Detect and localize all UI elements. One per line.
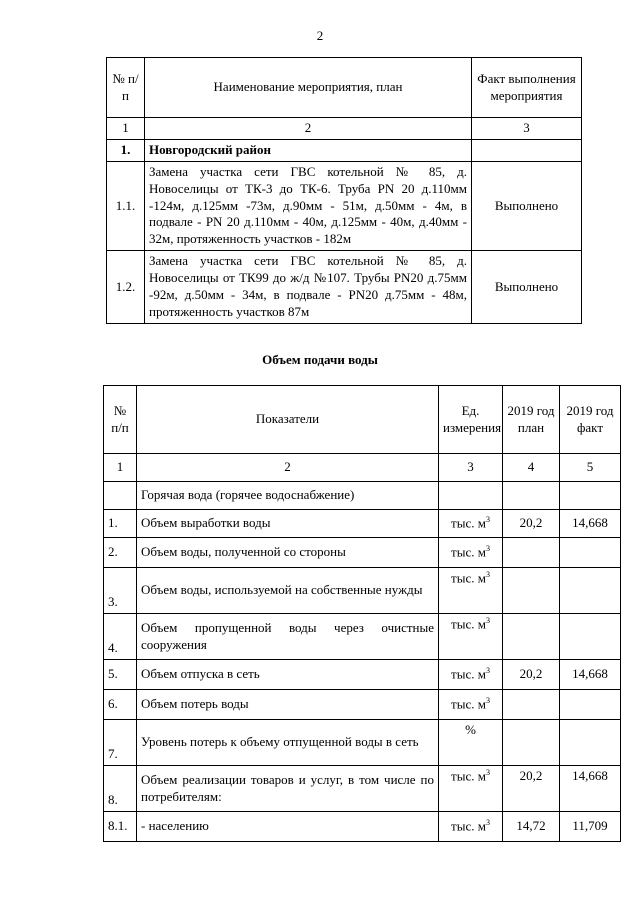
index-cell: 2 xyxy=(137,454,439,482)
header-num: № п/п xyxy=(107,58,145,118)
row-unit xyxy=(439,538,503,568)
row-indicator: Объем воды, используемой на собственные нужды xyxy=(137,568,439,614)
row-num: 6. xyxy=(104,690,137,720)
table-row xyxy=(104,660,621,690)
row-fact: 14,668 xyxy=(560,510,621,538)
unit-text: тыс. м xyxy=(451,570,486,586)
row-plan xyxy=(503,720,560,766)
table-row xyxy=(104,812,621,842)
index-cell: 1 xyxy=(107,118,145,140)
row-num: 3. xyxy=(104,568,137,614)
row-plan xyxy=(503,538,560,568)
index-cell: 4 xyxy=(503,454,560,482)
unit-exponent: 3 xyxy=(485,695,490,705)
row-num: 1.1. xyxy=(107,161,145,250)
group-row xyxy=(104,482,621,510)
empty-cell xyxy=(560,482,621,510)
row-fact xyxy=(560,614,621,660)
page-number: 2 xyxy=(316,28,324,43)
row-num: 8. xyxy=(104,766,137,812)
table-row xyxy=(107,251,582,324)
row-indicator: Объем воды, полученной со стороны xyxy=(137,538,439,568)
section-row xyxy=(107,139,582,161)
group-label: Горячая вода (горячее водоснабжение) xyxy=(137,482,439,510)
index-cell: 2 xyxy=(145,118,472,140)
section-title: Новгородский район xyxy=(145,139,472,161)
row-indicator: Объем пропущенной воды через очистные сооружения xyxy=(137,614,439,660)
index-row xyxy=(104,454,621,482)
row-num: 7. xyxy=(104,720,137,766)
water-supply-table xyxy=(103,385,621,842)
row-fact: Выполнено xyxy=(472,251,582,324)
row-fact: 14,668 xyxy=(560,766,621,812)
unit-exponent: 3 xyxy=(485,514,490,524)
row-unit xyxy=(439,690,503,720)
unit-text: тыс. м xyxy=(451,696,486,712)
row-fact xyxy=(560,720,621,766)
index-row xyxy=(107,118,582,140)
row-indicator: Уровень потерь к объему отпущенной воды в сеть xyxy=(137,720,439,766)
empty-cell xyxy=(472,139,582,161)
row-fact xyxy=(560,568,621,614)
row-fact: 14,668 xyxy=(560,660,621,690)
row-num: 5. xyxy=(104,660,137,690)
row-plan: 20,2 xyxy=(503,510,560,538)
row-num: 4. xyxy=(104,614,137,660)
section-heading: Объем подачи воды xyxy=(262,352,378,367)
unit-exponent: 3 xyxy=(485,768,490,777)
unit-text: тыс. м xyxy=(451,515,486,531)
table-row xyxy=(104,614,621,660)
row-fact: Выполнено xyxy=(472,161,582,250)
row-indicator: Объем отпуска в сеть xyxy=(137,660,439,690)
row-plan: 20,2 xyxy=(503,660,560,690)
row-num: 2. xyxy=(104,538,137,568)
table-row xyxy=(107,161,582,250)
row-measure: Замена участка сети ГВС котельной № 85, д. Новоселицы от ТК-3 до ТК-6. Труба PN 20 д.110мм -124м, д.125мм -73м, д.90мм - 51м, д.50мм - 4м, в подвале - PN 20 д.110мм - 40м, д.125мм - 40м, д.40мм - 32м, протяженность участков - 182м xyxy=(145,161,472,250)
header-measure: Наименование мероприятия, план xyxy=(145,58,472,118)
table-header-row xyxy=(107,58,582,118)
row-num: 1. xyxy=(104,510,137,538)
index-cell: 1 xyxy=(104,454,137,482)
row-measure: Замена участка сети ГВС котельной № 85, д. Новоселицы от ТК99 до ж/д №107. Трубы PN20 д.75мм -92м, д.50мм - 34м, в подвале - PN20 д.75мм - 48м, протяженность участков 87м xyxy=(145,251,472,324)
unit-text: тыс. м xyxy=(451,818,486,834)
section-num: 1. xyxy=(107,139,145,161)
unit-text: тыс. м xyxy=(451,616,486,632)
row-unit xyxy=(439,812,503,842)
header-fact: 2019 год факт xyxy=(560,386,621,454)
unit-exponent: 3 xyxy=(485,665,490,675)
row-indicator: Объем потерь воды xyxy=(137,690,439,720)
row-unit: % xyxy=(439,720,503,766)
measures-table xyxy=(106,57,582,324)
unit-text: тыс. м xyxy=(451,768,486,784)
index-cell: 3 xyxy=(439,454,503,482)
unit-exponent: 3 xyxy=(485,543,490,553)
header-plan: 2019 год план xyxy=(503,386,560,454)
unit-text: тыс. м xyxy=(451,666,486,682)
unit-exponent: 3 xyxy=(485,616,490,625)
unit-text: тыс. м xyxy=(451,544,486,560)
row-num: 8.1. xyxy=(104,812,137,842)
header-unit: Ед. измерения xyxy=(439,386,503,454)
index-cell: 3 xyxy=(472,118,582,140)
row-plan xyxy=(503,690,560,720)
header-num: № п/п xyxy=(104,386,137,454)
table-row xyxy=(104,766,621,812)
table-header-row xyxy=(104,386,621,454)
unit-exponent: 3 xyxy=(485,817,490,827)
row-indicator: Объем выработки воды xyxy=(137,510,439,538)
row-unit xyxy=(439,510,503,538)
table-row xyxy=(104,690,621,720)
table-row xyxy=(104,568,621,614)
unit-exponent: 3 xyxy=(485,570,490,579)
row-indicator: - населению xyxy=(137,812,439,842)
row-fact: 11,709 xyxy=(560,812,621,842)
row-indicator: Объем реализации товаров и услуг, в том числе по потребителям: xyxy=(137,766,439,812)
index-cell: 5 xyxy=(560,454,621,482)
row-unit xyxy=(439,660,503,690)
header-fact: Факт выполнения мероприятия xyxy=(472,58,582,118)
row-unit xyxy=(439,568,503,614)
header-indicator: Показатели xyxy=(137,386,439,454)
row-unit xyxy=(439,766,503,812)
indicator-rows xyxy=(104,510,621,842)
empty-cell xyxy=(104,482,137,510)
row-fact xyxy=(560,690,621,720)
table-row xyxy=(104,538,621,568)
empty-cell xyxy=(439,482,503,510)
row-plan xyxy=(503,614,560,660)
row-unit xyxy=(439,614,503,660)
table-row xyxy=(104,510,621,538)
table-row xyxy=(104,720,621,766)
row-plan xyxy=(503,568,560,614)
row-fact xyxy=(560,538,621,568)
row-plan: 20,2 xyxy=(503,766,560,812)
row-num: 1.2. xyxy=(107,251,145,324)
empty-cell xyxy=(503,482,560,510)
row-plan: 14,72 xyxy=(503,812,560,842)
